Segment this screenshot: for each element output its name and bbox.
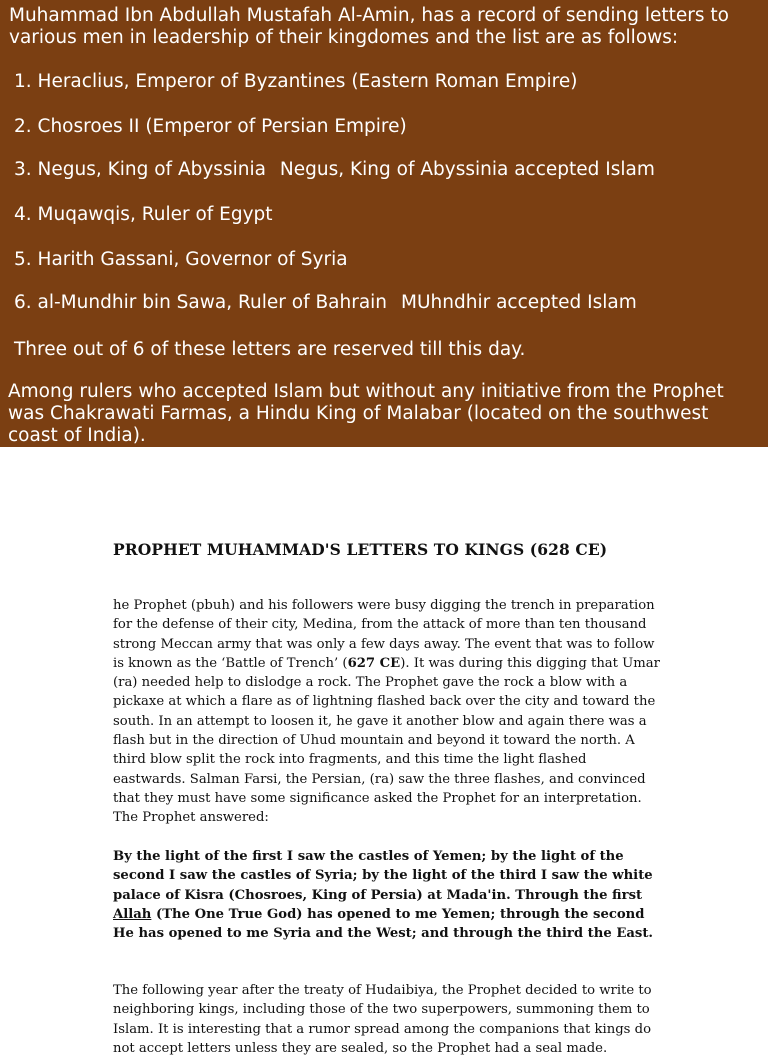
paragraph-text: ). It was during this digging that Umar (ra) needed help to dislodge a rock. The Prophet gave the rock a blow with a pickaxe at which a flare as of lightning flashed back over the city and toward the south. In an attempt to loosen it, he gave it another blow and again there was a flash but in the direction of Uhud mountain and beyond it toward the north. A third blow split the rock into fragments, and this time the light flashed eastwards. Salman Farsi, the Persian, (ra) saw the three flashes, and convinced that they must have some significance asked the Prophet for an interpretation. The Prophet answered:: [113, 655, 660, 826]
article-paragraph-1: [113, 596, 663, 828]
list-item: [14, 116, 407, 138]
list-item-text: 6. al-Mundhir bin Sawa, Ruler of Bahrain: [14, 292, 388, 313]
list-item-text: 1. Heraclius, Emperor of Byzantines (Eastern Roman Empire): [14, 71, 578, 92]
intro-line-2: various men in leadership of their kingdomes and the list are as follows:: [9, 27, 679, 48]
article-paragraph-3: The following year after the treaty of Hudaibiya, the Prophet decided to write to neighboring kings, including those of the two superpowers, summoning them to Islam. It is interesting that a rumor spread among the companions that kings do not accept letters unless they are sealed, so the Prophet had a seal made.: [113, 983, 652, 1056]
quote-text: By the light of the first I saw the castles of Yemen; by the light of the second I saw the castles of Syria; by the light of the third I saw the white palace of Kisra (Chosroes, King of Persia) at Mada'in. Through the first: [113, 849, 653, 903]
quote-text: (The One True God) has opened to me Yemen; through the second He has opened to me Syria and the West; and through the third the East.: [113, 906, 654, 942]
paragraph-text: he Prophet (pbuh) and his followers were busy digging the trench in preparation for the defense of their city, Medina, from the attack of more than ten thousand strong Meccan army that was only a few days away. The event that was to follow is known as the ‘Battle of Trench’ (: [113, 598, 655, 671]
article-title: PROPHET MUHAMMAD'S LETTERS TO KINGS (628 CE): [113, 540, 608, 559]
list-item: [14, 249, 348, 271]
battle-date: 627 CE: [347, 655, 401, 671]
closing-line-3: coast of India).: [8, 425, 146, 446]
list-item-note: Negus, King of Abyssinia accepted Islam: [279, 159, 655, 180]
list-item-text: 3. Negus, King of Abyssinia: [14, 159, 266, 180]
list-item-text: 5. Harith Gassani, Governor of Syria: [14, 249, 348, 270]
allah-link[interactable]: Allah: [113, 906, 152, 922]
list-item: [14, 292, 637, 314]
list-item: [14, 71, 577, 93]
list-item: [14, 204, 273, 226]
prophet-quote: [113, 847, 663, 943]
list-item-text: 2. Chosroes II (Emperor of Persian Empire): [14, 116, 407, 137]
letters-summary-panel: [0, 0, 768, 447]
list-item: [14, 159, 655, 181]
article: [113, 536, 663, 1056]
list-item-note: MUhndhir accepted Islam: [401, 292, 637, 313]
reserved-letters-note: Three out of 6 of these letters are reserved till this day.: [14, 339, 526, 360]
intro-line-1: Muhammad Ibn Abdullah Mustafah Al-Amin, has a record of sending letters to: [9, 5, 729, 26]
list-item-text: 4. Muqawqis, Ruler of Egypt: [14, 204, 273, 225]
closing-line-1: Among rulers who accepted Islam but without any initiative from the Prophet: [8, 381, 724, 402]
closing-line-2: was Chakrawati Farmas, a Hindu King of Malabar (located on the southwest: [8, 403, 709, 424]
